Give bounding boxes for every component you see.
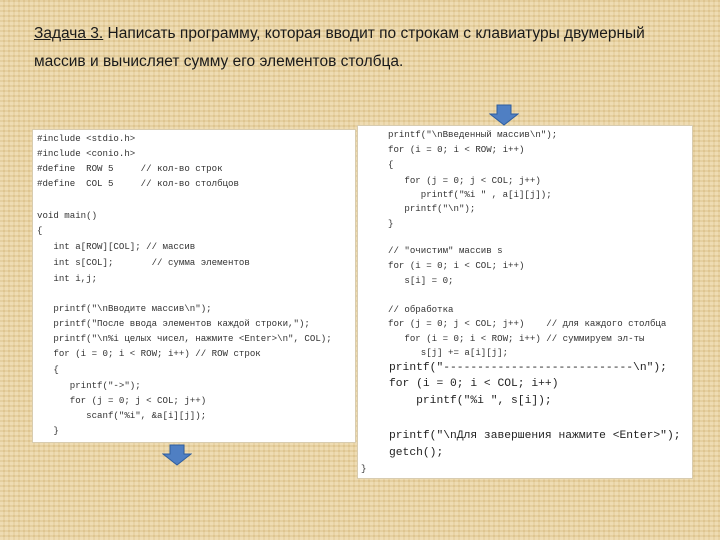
code-line: printf("%i ", s[i]); <box>389 395 552 407</box>
task-statement: Написать программу, которая вводит по строкам с клавиатуры двумерный массив и вычисляет сумму его элементов столбца. <box>34 25 645 70</box>
task-title <box>34 20 694 76</box>
blue-down-arrow-icon <box>489 104 519 126</box>
code-line: printf("%i " , a[i][j]); <box>388 189 552 200</box>
code-panel-right <box>358 126 692 478</box>
code-line: printf("После ввода элементов каждой строки,"); <box>37 318 310 329</box>
code-line: void main() <box>37 210 98 221</box>
blue-down-arrow-icon <box>162 444 192 466</box>
code-line: printf("----------------------------\n"); <box>389 362 667 374</box>
code-line: for (i = 0; i < ROW; i++) <box>388 144 525 155</box>
code-line: for (i = 0; i < ROW; i++) // ROW строк <box>37 348 261 359</box>
task-label: Задача 3. <box>34 25 104 42</box>
code-line: int a[ROW][COL]; // массив <box>37 241 196 252</box>
code-line: printf("\nВведенный массив\n"); <box>388 129 558 140</box>
code-line: printf("\nВводите массив\n"); <box>37 303 212 314</box>
arrow-shape <box>163 445 191 465</box>
code-line: #include <stdio.h> <box>37 133 136 144</box>
arrow-shape <box>490 105 518 125</box>
code-line: getch(); <box>389 447 444 459</box>
code-line: for (j = 0; j < COL; j++) <box>37 395 207 406</box>
code-line: // "очистим" массив s <box>388 245 503 256</box>
code-line: } <box>37 425 59 436</box>
code-line: #define ROW 5 // кол-во строк <box>37 163 223 174</box>
code-line: // обработка <box>388 304 454 315</box>
code-line: #include <conio.h> <box>37 148 136 159</box>
code-line: { <box>37 225 43 236</box>
code-line: } <box>388 218 394 229</box>
code-line: for (i = 0; i < COL; i++) <box>389 378 559 390</box>
code-line: for (i = 0; i < COL; i++) <box>388 260 525 271</box>
code-line: scanf("%i", &a[i][j]); <box>37 410 207 421</box>
code-panel-left <box>33 130 355 442</box>
code-line: { <box>388 159 394 170</box>
code-line: printf("\n"); <box>388 203 476 214</box>
code-line: printf("->"); <box>37 380 141 391</box>
code-line: } <box>361 463 367 474</box>
code-line: #define COL 5 // кол-во столбцов <box>37 178 239 189</box>
code-line: { <box>37 364 59 375</box>
code-line: int i,j; <box>37 273 98 284</box>
code-line: s[j] += a[i][j]; <box>388 347 509 358</box>
code-line: for (j = 0; j < COL; j++) <box>388 175 541 186</box>
code-line: s[i] = 0; <box>388 275 454 286</box>
code-line: printf("\n%i целых чисел, нажмите <Enter>\n", COL); <box>37 333 332 344</box>
code-line: int s[COL]; // сумма элементов <box>37 257 250 268</box>
code-line: printf("\nДля завершения нажмите <Enter>"); <box>389 430 681 442</box>
code-line: for (i = 0; i < ROW; i++) // суммируем эл-ты <box>388 333 645 344</box>
code-line: for (j = 0; j < COL; j++) // для каждого столбца <box>388 318 667 329</box>
